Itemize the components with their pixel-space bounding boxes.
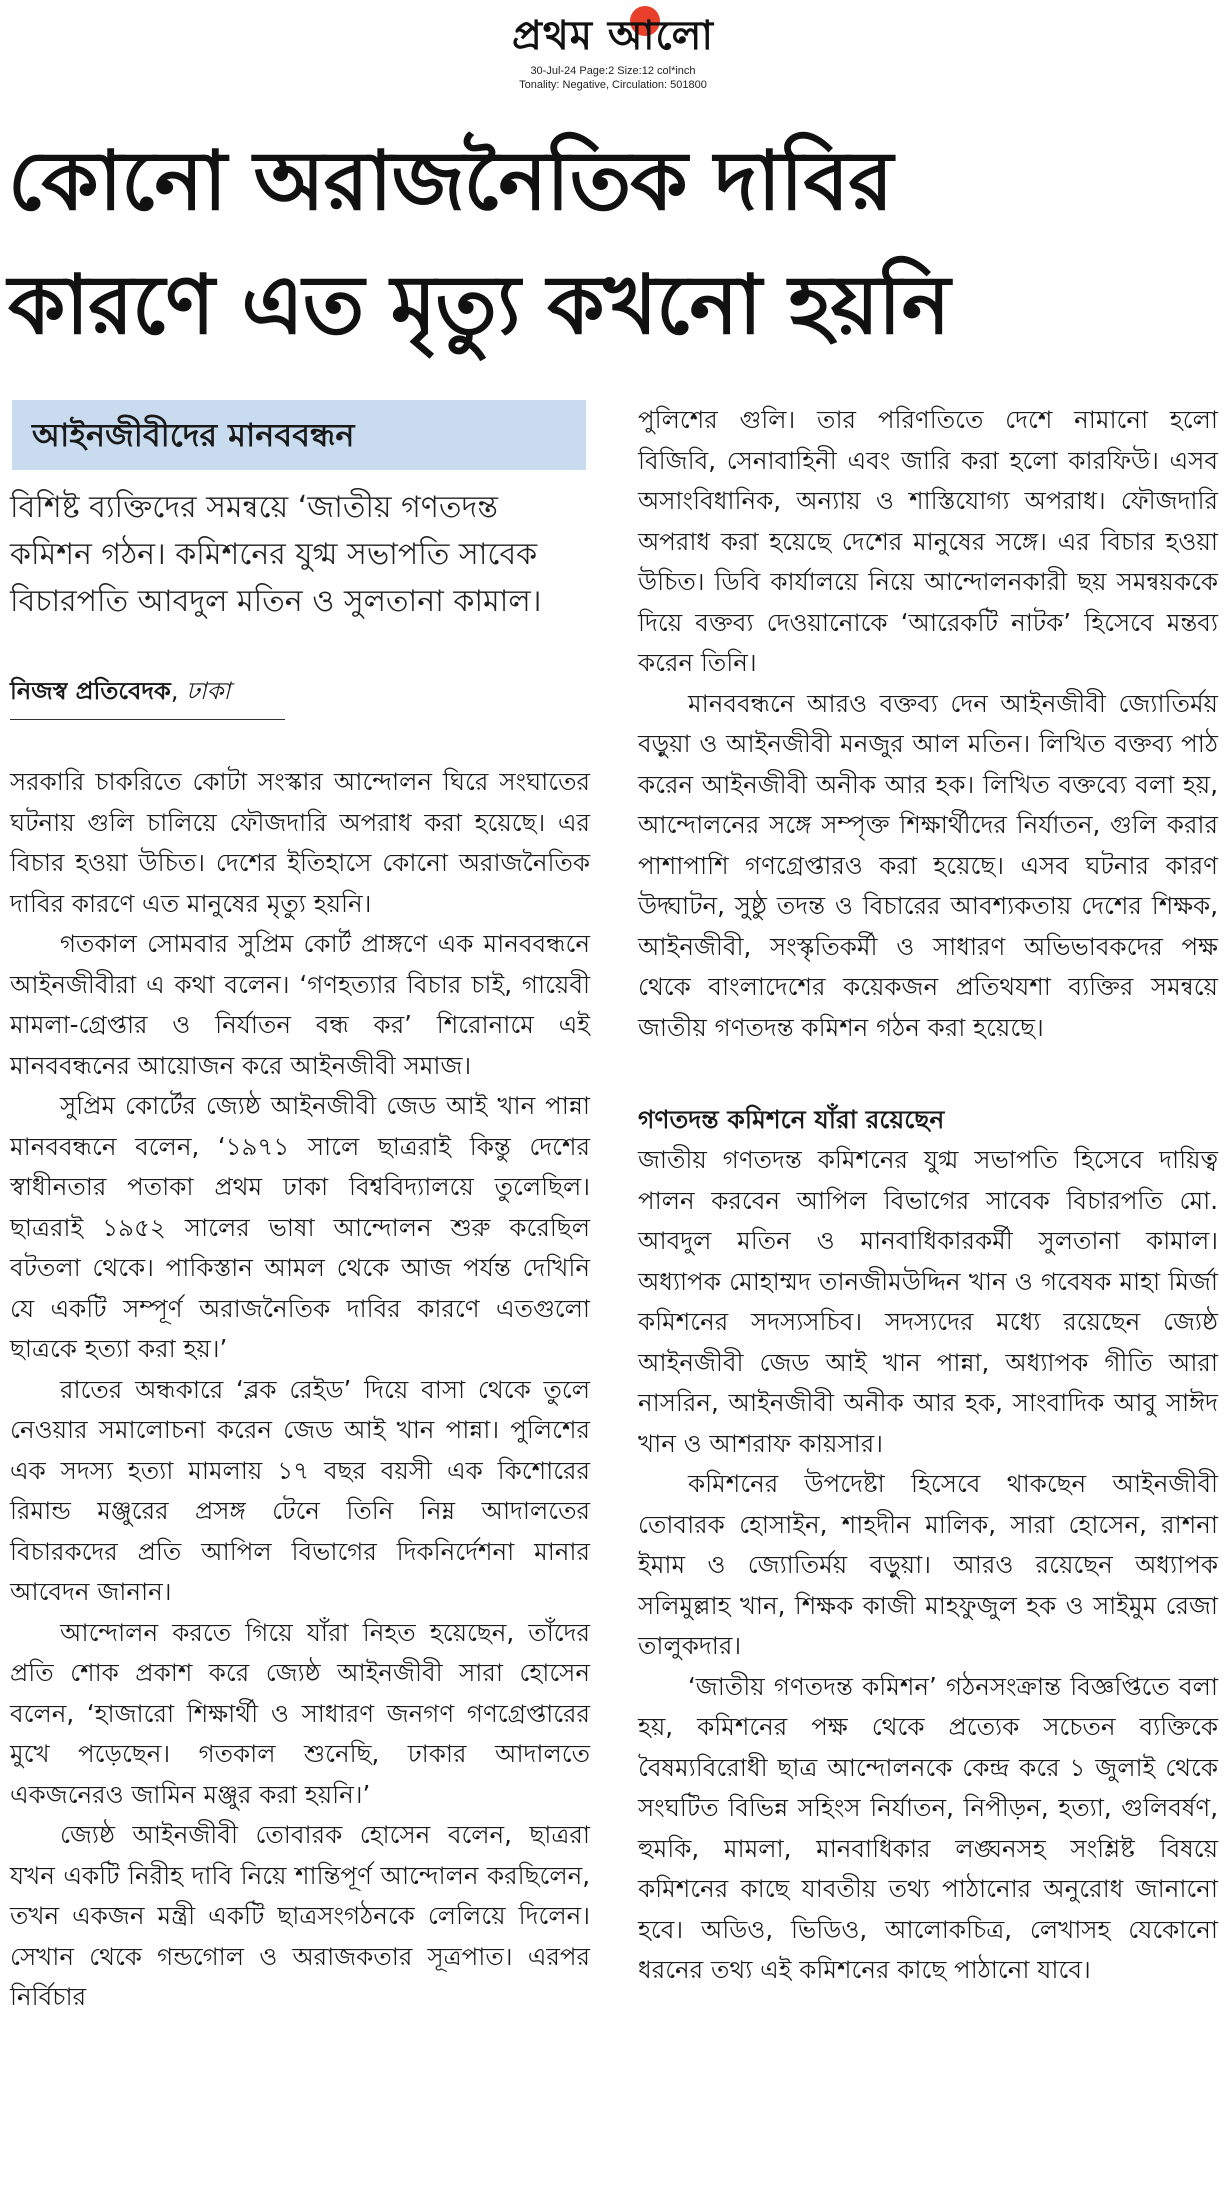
paragraph: জাতীয় গণতদন্ত কমিশনের যুগ্ম সভাপতি হিসেবে দায়িত্ব পালন করবেন আপিল বিভাগের সাবেক বিচারপতি মো. আবদুল মতিন ও মানবাধিকারকর্মী সুলতানা কামাল। অধ্যাপক মোহাম্মদ তানজীমউদ্দিন খান ও গবেষক মাহা মির্জা কমিশনের সদস্যসচিব। সদস্যদের মধ্যে রয়েছেন জ্যেষ্ঠ আইনজীবী জেড আই খান পান্না, অধ্যাপক গীতি আরা নাসরিন, আইনজীবী অনীক আর হক, সাংবাদিক আবু সাঈদ খান ও আশরাফ কায়সার। — [638, 1145, 1218, 1458]
paragraph: জ্যেষ্ঠ আইনজীবী তোবারক হোসেন বলেন, ছাত্ররা যখন একটি নিরীহ দাবি নিয়ে শান্তিপূর্ণ আন্দোলন করছিলেন, তখন একজন মন্ত্রী একটি ছাত্রসংগঠনকে লেলিয়ে দিলেন। সেখান থেকে গন্ডগোল ও অরাজকতার সূত্রপাত। এরপর নির্বিচার — [10, 1820, 590, 2011]
section-tag: আইনজীবীদের মানববন্ধন — [12, 400, 586, 470]
byline: নিজস্ব প্রতিবেদক, ঢাকা — [10, 673, 285, 720]
paragraph: মানববন্ধনে আরও বক্তব্য দেন আইনজীবী জ্যোতির্ময় বড়ুয়া ও আইনজীবী মনজুর আল মতিন। লিখিত বক্তব্য পাঠ করেন আইনজীবী অনীক আর হক। লিখিত বক্তব্যে বলা হয়, আন্দোলনের সঙ্গে সম্পৃক্ত শিক্ষার্থীদের নির্যাতন, গুলি করার পাশাপাশি গণগ্রেপ্তারও করা হয়েছে। এসব ঘটনার কারণ উদ্ঘাটন, সুষ্ঠু তদন্ত ও বিচারের আবশ্যকতায় দেশের শিক্ষক, আইনজীবী, সংস্কৃতিকর্মী ও সাধারণ অভিভাবকদের পক্ষ থেকে বাংলাদেশের কয়েকজন প্রতিথযশা ব্যক্তির সমন্বয়ে জাতীয় গণতদন্ত কমিশন গঠন করা হয়েছে। — [638, 688, 1218, 1042]
left-column — [10, 400, 590, 2018]
newspaper-logo: প্রথম আলো — [512, 8, 714, 64]
masthead — [0, 8, 1226, 92]
subheading: গণতদন্ত কমিশনে যাঁরা রয়েছেন — [638, 1105, 945, 1134]
paragraph: সুপ্রিম কোর্টের জ্যেষ্ঠ আইনজীবী জেড আই খান পান্না মানববন্ধনে বলেন, ‘১৯৭১ সালে ছাত্ররাই কিন্তু দেশের স্বাধীনতার পতাকা প্রথম ঢাকা বিশ্ববিদ্যালয়ে তুলেছিল। ছাত্ররাই ১৯৫২ সালের ভাষা আন্দোলন শুরু করেছিল বটতলা থেকে। পাকিস্তান আমল থেকে আজ পর্যন্ত দেখিনি যে একটি সম্পূর্ণ অরাজনৈতিক দাবির কারণে এতগুলো ছাত্রকে হত্যা করা হয়।’ — [10, 1091, 590, 1363]
headline — [8, 120, 1218, 368]
clip-info-2: Tonality: Negative, Circulation: 501800 — [519, 79, 707, 91]
paragraph: রাতের অন্ধকারে ‘ব্লক রেইড’ দিয়ে বাসা থেকে তুলে নেওয়ার সমালোচনা করেন জেড আই খান পান্না। পুলিশের এক সদস্য হত্যা মামলায় ১৭ বছর বয়সী এক কিশোরের রিমান্ড মঞ্জুরের প্রসঙ্গ টেনে তিনি নিম্ন আদালতের বিচারকদের প্রতি আপিল বিভাগের দিকনির্দেশনা মানার আবেদন জানান। — [10, 1374, 590, 1606]
byline-place: ঢাকা — [186, 677, 231, 705]
paragraph: ‘জাতীয় গণতদন্ত কমিশন’ গঠনসংক্রান্ত বিজ্ঞপ্তিতে বলা হয়, কমিশনের পক্ষ থেকে প্রত্যেক সচেতন ব্যক্তিকে বৈষম্যবিরোধী ছাত্র আন্দোলনকে কেন্দ্র করে ১ জুলাই থেকে সংঘটিত বিভিন্ন সহিংস নির্যাতন, নিপীড়ন, হত্যা, গুলিবর্ষণ, হুমকি, মামলা, মানবাধিকার লঙ্ঘনসহ সংশ্লিষ্ট বিষয়ে কমিশনের কাছে যাবতীয় তথ্য পাঠানোর অনুরোধ জানানো হবে। অডিও, ভিডিও, আলোকচিত্র, লেখাসহ যেকোনো ধরনের তথ্য এই কমিশনের কাছে পাঠানো যাবে। — [638, 1671, 1218, 1984]
paragraph: আন্দোলন করতে গিয়ে যাঁরা নিহত হয়েছেন, তাঁদের প্রতি শোক প্রকাশ করে জ্যেষ্ঠ আইনজীবী সারা হোসেন বলেন, ‘হাজারো শিক্ষার্থী ও সাধারণ জনগণ গণগ্রেপ্তারের মুখে পড়েছেন। গতকাল শুনেছি, ঢাকার আদালতে একজনেরও জামিন মঞ্জুর করা হয়নি।’ — [10, 1617, 590, 1809]
left-body — [10, 762, 590, 2018]
paragraph: গতকাল সোমবার সুপ্রিম কোর্ট প্রাঙ্গণে এক মানববন্ধনে আইনজীবীরা এ কথা বলেন। ‘গণহত্যার বিচার চাই, গায়েবী মামলা-গ্রেপ্তার ও নির্যাতন বন্ধ কর’ শিরোনামে এই মানববন্ধনের আয়োজন করে আইনজীবী সমাজ। — [10, 929, 590, 1080]
byline-author: নিজস্ব প্রতিবেদক — [10, 677, 171, 705]
deck: বিশিষ্ট ব্যক্তিদের সমন্বয়ে ‘জাতীয় গণতদন্ত কমিশন গঠন। কমিশনের যুগ্ম সভাপতি সাবেক বিচারপতি আবদুল মতিন ও সুলতানা কামাল। — [10, 490, 542, 619]
paragraph: কমিশনের উপদেষ্টা হিসেবে থাকছেন আইনজীবী তোবারক হোসাইন, শাহদীন মালিক, সারা হোসেন, রাশনা ইমাম ও জ্যোতির্ময় বড়ুয়া। আরও রয়েছেন অধ্যাপক সলিমুল্লাহ খান, শিক্ষক কাজী মাহফুজুল হক ও সাইমুম রেজা তালুকদার। — [638, 1469, 1218, 1660]
paragraph: পুলিশের গুলি। তার পরিণতিতে দেশে নামানো হলো বিজিবি, সেনাবাহিনী এবং জারি করা হলো কারফিউ। এসব অসাংবিধানিক, অন্যায় ও শাস্তিযোগ্য অপরাধ। ফৌজদারি অপরাধ করা হয়েছে দেশের মানুষের সঙ্গে। এর বিচার হওয়া উচিত। ডিবি কার্যালয়ে নিয়ে আন্দোলনকারী ছয় সমন্বয়ককে দিয়ে বক্তব্য দেওয়ানোকে ‘আরেকটি নাটক’ হিসেবে মন্তব্য করেন তিনি। — [638, 405, 1218, 677]
right-column — [638, 400, 1218, 1991]
headline-line-2: কারণে এত মৃত্যু কখনো হয়নি — [8, 258, 950, 353]
clip-info: 30-Jul-24 Page:2 Size:12 col*inch — [530, 65, 696, 77]
paragraph: সরকারি চাকরিতে কোটা সংস্কার আন্দোলন ঘিরে সংঘাতের ঘটনায় গুলি চালিয়ে ফৌজদারি অপরাধ করা হয়েছে। এর বিচার হওয়া উচিত। দেশের ইতিহাসে কোনো অরাজনৈতিক দাবির কারণে এত মানুষের মৃত্যু হয়নি। — [10, 767, 590, 918]
headline-line-1: কোনো অরাজনৈতিক দাবির — [8, 134, 893, 229]
